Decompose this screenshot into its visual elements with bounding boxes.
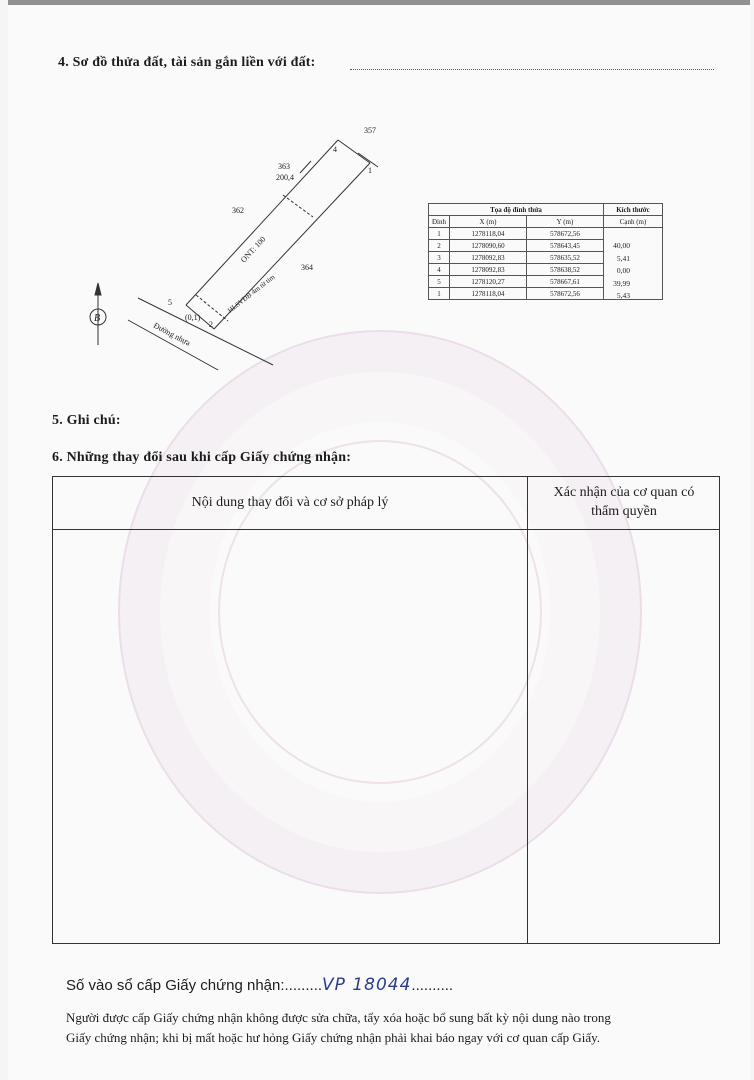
label-357: 357 — [364, 126, 376, 135]
corner-2: 2 — [209, 320, 213, 329]
label-362: 362 — [232, 206, 244, 215]
edge-value: 39,99 — [613, 278, 630, 288]
serial-label: Số vào sổ cấp Giấy chứng nhận: — [66, 977, 285, 994]
cell-y: 578672,56 — [527, 288, 604, 300]
col-y: Y (m) — [527, 216, 604, 228]
confirmation-line2: thẩm quyền — [591, 504, 657, 519]
road-label: Đường nhựa — [152, 320, 192, 348]
cell-x: 1278090,60 — [450, 240, 527, 252]
footer-note-line2: Giấy chứng nhận; khi bị mất hoặc hư hỏng Giấy chứng nhận phải khai báo ngay với cơ quan cấp Giấy. — [66, 1030, 601, 1045]
edge-value: 5,41 — [616, 253, 630, 263]
sub-area-label: (0,1) — [185, 313, 201, 322]
col-edge: Cạnh (m) — [604, 216, 663, 228]
cell-point: 1 — [429, 228, 450, 240]
serial-line: Số vào sổ cấp Giấy chứng nhận:.........VP 18044.......... — [66, 975, 454, 995]
changes-col-confirmation — [527, 483, 721, 521]
corner-4: 4 — [333, 145, 337, 154]
cell-y: 578672,56 — [527, 228, 604, 240]
cell-point: 3 — [429, 252, 450, 264]
label-ont: ONT: 100 — [238, 234, 268, 265]
corner-1: 1 — [368, 166, 372, 175]
cell-x: 1278092,83 — [450, 252, 527, 264]
edge-values — [606, 240, 630, 303]
section4-heading: 4. Sơ đồ thửa đất, tài sản gắn liền với đất: — [58, 55, 316, 70]
changes-table-divider — [527, 477, 528, 943]
cell-point: 2 — [429, 240, 450, 252]
section4-dotted-rule — [350, 69, 714, 70]
parcel-diagram — [68, 115, 488, 375]
changes-col-content: Nội dung thay đổi và cơ sở pháp lý — [191, 495, 389, 510]
col-x: X (m) — [450, 216, 527, 228]
footer-note-line1: Người được cấp Giấy chứng nhận không được sửa chữa, tẩy xóa hoặc bổ sung bất kỳ nội dung nào trong — [66, 1010, 611, 1025]
table-row — [429, 228, 663, 240]
coord-table-title: Tọa độ đỉnh thửa — [429, 204, 604, 216]
cell-point: 1 — [429, 288, 450, 300]
label-363-area: 200,4 — [276, 173, 294, 182]
cell-y: 578667,61 — [527, 276, 604, 288]
changes-table — [52, 476, 720, 944]
cell-x: 1278118,04 — [450, 288, 527, 300]
section5-heading: 5. Ghi chú: — [52, 413, 121, 428]
size-title: Kích thước — [604, 204, 663, 216]
cell-point: 5 — [429, 276, 450, 288]
north-arrow-label: B — [94, 313, 101, 324]
edge-value: 40,00 — [613, 241, 630, 250]
edge-value: 0,00 — [616, 266, 630, 276]
col-point: Đỉnh — [429, 216, 450, 228]
cell-y: 578643,45 — [527, 240, 604, 252]
certificate-page — [8, 0, 750, 1080]
cell-y: 578638,52 — [527, 264, 604, 276]
cell-y: 578635,52 — [527, 252, 604, 264]
serial-value: VP 18044 — [322, 975, 412, 995]
section6-heading: 6. Những thay đổi sau khi cấp Giấy chứng nhận: — [52, 450, 352, 465]
cell-x: 1278092,83 — [450, 264, 527, 276]
label-364: 364 — [301, 263, 313, 272]
edge-value: 5,43 — [616, 291, 630, 301]
cell-x: 1278118,04 — [450, 228, 527, 240]
confirmation-line1: Xác nhận của cơ quan có — [553, 485, 695, 500]
easement-label: HLSVĐB 4m từ tim — [226, 273, 277, 315]
cell-x: 1278120,27 — [450, 276, 527, 288]
label-363: 363 — [278, 162, 290, 171]
cell-point: 4 — [429, 264, 450, 276]
page-top-border — [8, 0, 750, 5]
corner-5: 5 — [168, 298, 172, 307]
